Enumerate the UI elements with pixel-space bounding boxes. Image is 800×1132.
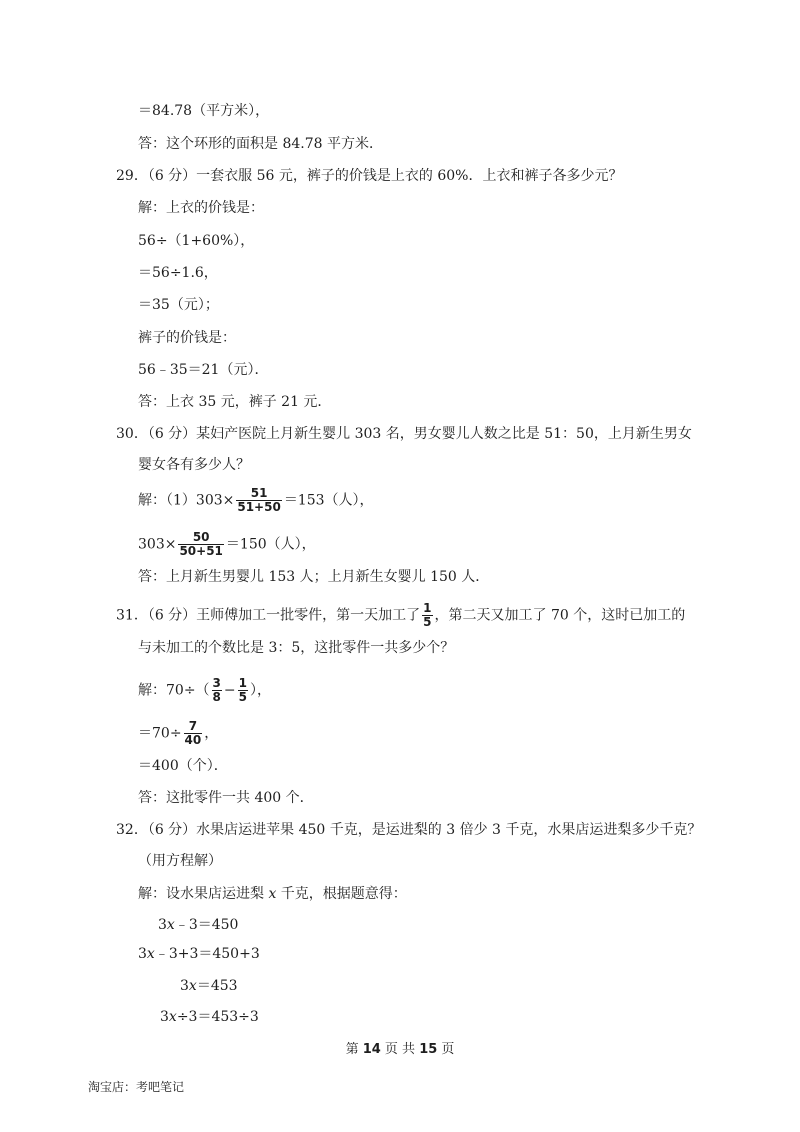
q29-step-6: 56﹣35＝21（元）． <box>138 362 269 378</box>
page-number: 第 14 页 共 15 页 <box>345 1042 455 1057</box>
q32-note: （用方程解） <box>138 853 222 869</box>
q30-answer: 答：上月新生男婴儿 153 人；上月新生女婴儿 150 人． <box>138 569 490 585</box>
fraction: $\frac{1}{5}$ <box>238 676 247 704</box>
q31-answer: 答：这批零件一共 400 个． <box>138 790 314 806</box>
q32-equation-2: 3x﹣3+3＝450+3 <box>138 946 260 962</box>
q29-step-5: 裤子的价钱是： <box>138 330 236 346</box>
q30-step-1: 解：（1）303× $\frac{51}{51+50}$ ＝153（人）， <box>138 486 374 514</box>
q31-step-3: ＝400（个）． <box>138 758 228 774</box>
q32-question: 32．（6 分）水果店运进苹果 450 千克，是运进梨的 3 倍少 3 千克，水果店运进梨多少千克？ <box>116 822 702 838</box>
fraction: $\frac{51}{51+50}$ <box>237 486 281 514</box>
q32-equation-3: 3x＝453 <box>180 978 238 994</box>
q32-solution-intro: 解：设水果店运进梨 x 千克，根据题意得： <box>138 886 407 902</box>
footer-shop-label: 淘宝店：考吧笔记 <box>88 1080 185 1094</box>
q30-question-line-1: 30．（6 分）某妇产医院上月新生婴儿 303 名，男女婴儿人数之比是 51：50，上月新生男女 <box>116 426 692 442</box>
fraction: $\frac{1}{5}$ <box>423 601 432 629</box>
q29-answer: 答：上衣 35 元，裤子 21 元． <box>138 394 332 410</box>
q30-step-2: 303× $\frac{50}{50+51}$ ＝150（人）， <box>138 530 316 558</box>
q28-answer: 答：这个环形的面积是 84.78 平方米． <box>138 136 383 152</box>
q29-question: 29．（6 分）一套衣服 56 元，裤子的价钱是上衣的 60%．上衣和裤子各多少元？ <box>116 168 623 184</box>
fraction: $\frac{7}{40}$ <box>184 719 202 747</box>
q31-question-line-2: 与未加工的个数比是 3：5，这批零件一共多少个？ <box>138 640 455 656</box>
q30-question-line-2: 婴女各有多少人？ <box>138 457 250 473</box>
q29-step-1: 解：上衣的价钱是： <box>138 200 264 216</box>
fraction: $\frac{3}{8}$ <box>212 676 221 704</box>
q29-step-3: ＝56÷1.6， <box>138 265 218 281</box>
q31-question-line-1: 31．（6 分）王师傅加工一批零件，第一天加工了 $\frac{1}{5}$ ，第二天又加工了 70 个，这时已加工的 <box>116 601 686 629</box>
q32-equation-1: 3x﹣3＝450 <box>158 917 239 933</box>
fraction: $\frac{50}{50+51}$ <box>179 530 223 558</box>
q28-result-line: ＝84.78（平方米）， <box>138 103 270 119</box>
q31-step-2: ＝70÷ $\frac{7}{40}$ ， <box>138 719 219 747</box>
q29-step-2: 56÷（1+60%）， <box>138 233 255 249</box>
q29-step-4: ＝35（元）； <box>138 297 219 313</box>
q31-step-1: 解：70÷（ $\frac{3}{8}$ − $\frac{1}{5}$ ）， <box>138 676 271 704</box>
q32-equation-4: 3x÷3＝453÷3 <box>160 1009 259 1025</box>
